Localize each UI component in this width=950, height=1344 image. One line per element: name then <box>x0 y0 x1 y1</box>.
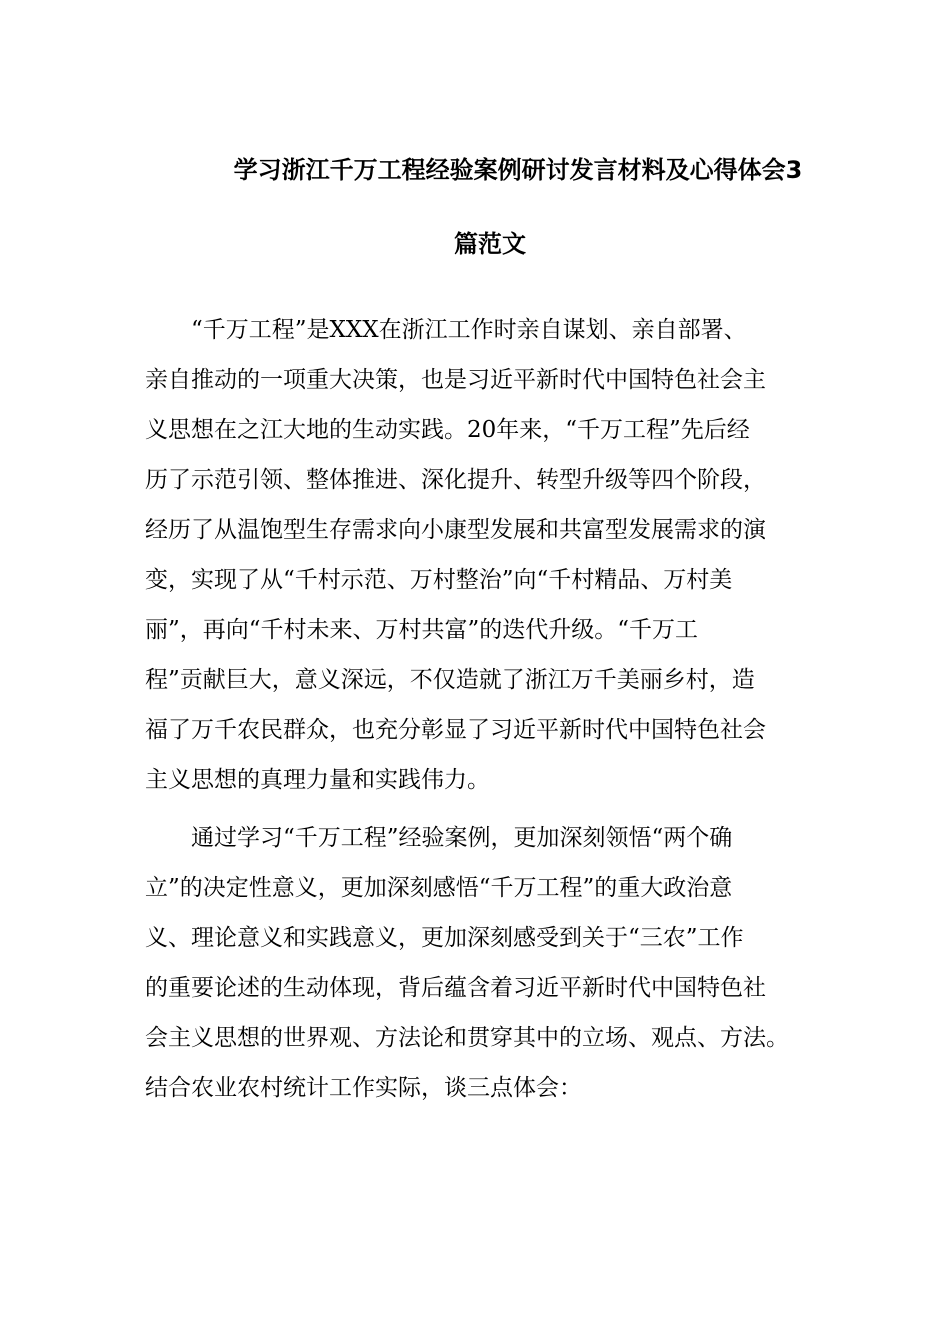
paragraph-line: 的重要论述的生动体现，背后蕴含着习近平新时代中国特色社 <box>145 975 766 1001</box>
paragraph-line: 通过学习“千万工程”经验案例，更加深刻领悟“两个确 <box>145 825 733 851</box>
paragraph-line: 福了万千农民群众，也充分彰显了习近平新时代中国特色社会 <box>145 717 766 743</box>
paragraph-1 <box>145 305 810 805</box>
document-title-line-1: 学习浙江千万工程经验案例研讨发言材料及心得体会3 <box>233 156 803 184</box>
paragraph-line: 会主义思想的世界观、方法论和贯穿其中的立场、观点、方法。 <box>145 1025 789 1051</box>
paragraph-line: 立”的决定性意义，更加深刻感悟“千万工程”的重大政治意 <box>145 875 733 901</box>
paragraph-line: 义、理论意义和实践意义，更加深刻感受到关于“三农”工作 <box>145 925 744 951</box>
document-title-line-2: 篇范文 <box>454 230 526 258</box>
paragraph-line: 变，实现了从“千村示范、万村整治”向“千村精品、万村美 <box>145 567 733 593</box>
paragraph-line: 亲自推动的一项重大决策，也是习近平新时代中国特色社会主 <box>145 367 766 393</box>
paragraph-line: 结合农业农村统计工作实际，谈三点体会： <box>145 1075 582 1101</box>
paragraph-line: 丽”，再向“千村未来、万村共富”的迭代升级。“千万工 <box>145 617 699 643</box>
paragraph-line: 主义思想的真理力量和实践伟力。 <box>145 767 490 793</box>
paragraph-line: 程”贡献巨大，意义深远，不仅造就了浙江万千美丽乡村，造 <box>145 667 755 693</box>
paragraph-2 <box>145 813 810 1113</box>
paragraph-line: “千万工程”是XXX在浙江工作时亲自谋划、亲自部署、 <box>145 317 747 343</box>
paragraph-line: 义思想在之江大地的生动实践。20年来，“千万工程”先后经 <box>145 417 750 443</box>
paragraph-line: 历了示范引领、整体推进、深化提升、转型升级等四个阶段， <box>145 467 766 493</box>
paragraph-line: 经历了从温饱型生存需求向小康型发展和共富型发展需求的演 <box>145 517 766 543</box>
